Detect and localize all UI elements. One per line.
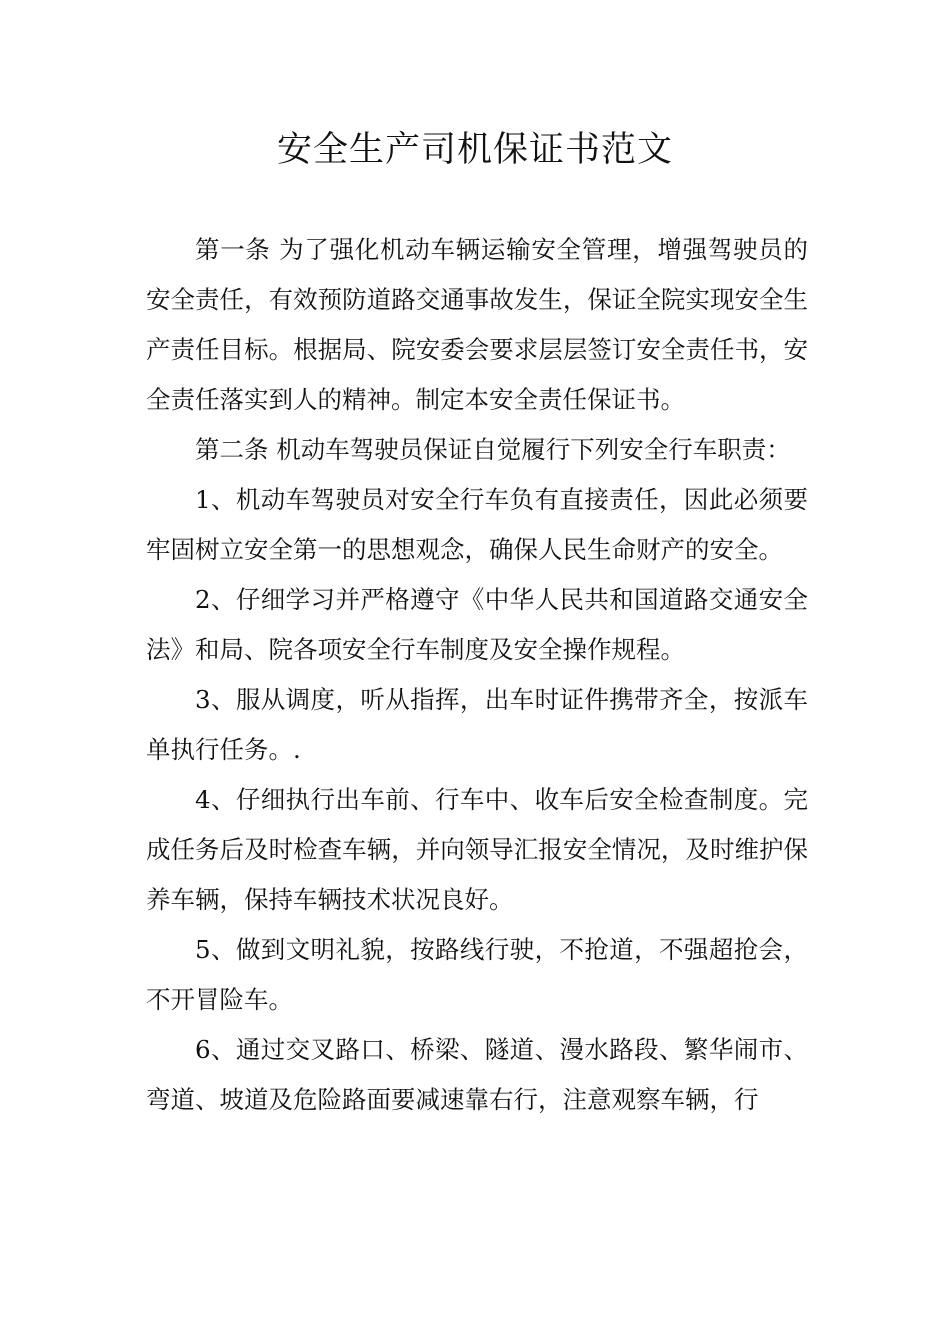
paragraph-item-6: 6、通过交叉路口、桥梁、隧道、漫水路段、繁华闹市、弯道、坡道及危险路面要减速靠右行，注意观察车辆，行 (146, 1035, 808, 1114)
paragraph-item-5: 5、做到文明礼貌，按路线行驶，不抢道，不强超抢会，不开冒险车。 (146, 935, 808, 1014)
paragraph-item-1: 1、机动车驾驶员对安全行车负有直接责任，因此必须要牢固树立安全第一的思想观念，确保人民生命财产的安全。 (146, 485, 808, 564)
document-body (146, 225, 808, 1125)
document-title: 安全生产司机保证书范文 (276, 130, 673, 170)
paragraph-item-4: 4、仔细执行出车前、行车中、收车后安全检查制度。完成任务后及时检查车辆，并向领导汇报安全情况，及时维护保养车辆，保持车辆技术状况良好。 (146, 785, 808, 914)
paragraph-article-1: 第一条 为了强化机动车辆运输安全管理，增强驾驶员的安全责任，有效预防道路交通事故发生，保证全院实现安全生产责任目标。根据局、院安委会要求层层签订安全责任书，安全责任落实到人的精神。制定本安全责任保证书。 (146, 235, 808, 414)
paragraph-item-3: 3、服从调度，听从指挥，出车时证件携带齐全，按派车单执行任务。. (146, 685, 808, 764)
paragraph-article-2: 第二条 机动车驾驶员保证自觉履行下列安全行车职责： (195, 435, 791, 464)
paragraph-item-2: 2、仔细学习并严格遵守《中华人民共和国道路交通安全法》和局、院各项安全行车制度及安全操作规程。 (146, 585, 808, 664)
